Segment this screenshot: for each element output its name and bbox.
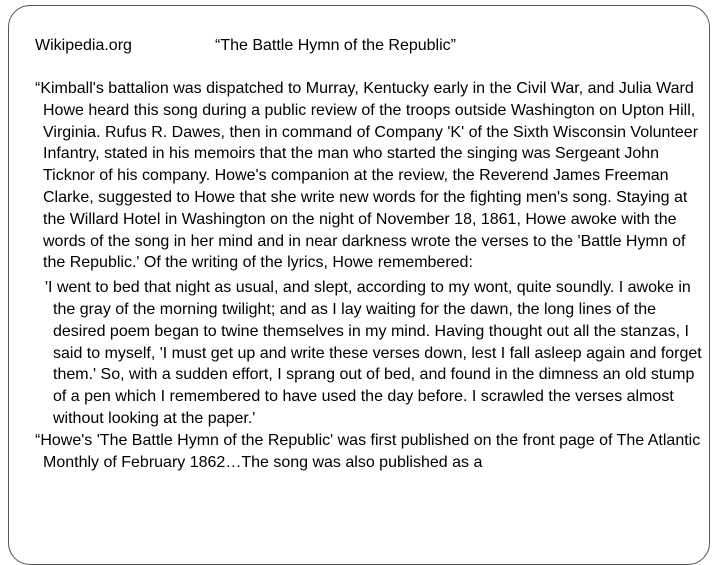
slide-header bbox=[0, 37, 720, 59]
history-paragraph: “Kimball's battalion was dispatched to Murray, Kentucky early in the Civil War, and Julia Ward Howe heard this song during a public review of the troops outside Washington on Upton Hill, Virginia. Rufus R. Dawes, then in command of Company 'K' of the Sixth Wisconsin Volunteer Infantry, stated in his memoirs that the man who started the singing was Sergeant John Ticknor of his company. Howe's companion at the review, the Reverend James Freeman Clarke, suggested to Howe that she write new words for the fighting men's song. Staying at the Willard Hotel in Washington on the night of November 18, 1861, Howe awoke with the words of the song in her mind and in near darkness wrote the verses to the 'Battle Hymn of the Republic.' Of the writing of the lyrics, Howe remembered: bbox=[35, 80, 699, 272]
howe-quote: 'I went to bed that night as usual, and slept, according to my wont, quite soundly. I awoke in the gray of the morning twilight; and as I lay waiting for the dawn, the long lines of the desired poem began to twine themselves in my mind. Having thought out all the stanzas, I said to myself, 'I must get up and write these verses down, lest I fall asleep again and forget them.' So, with a sudden effort, I sprang out of bed, and found in the dimness an old stump of a pen which I remembered to have used the day before. I scrawled the verses almost without looking at the paper.' bbox=[45, 279, 702, 427]
source-label: Wikipedia.org bbox=[35, 37, 132, 54]
slide-body bbox=[35, 78, 705, 473]
publication-paragraph: “Howe's 'The Battle Hymn of the Republic' was first published on the front page of The Atlantic Monthly of February 1862…The song was also published as a bbox=[35, 431, 701, 471]
slide-title: “The Battle Hymn of the Republic” bbox=[215, 37, 456, 54]
